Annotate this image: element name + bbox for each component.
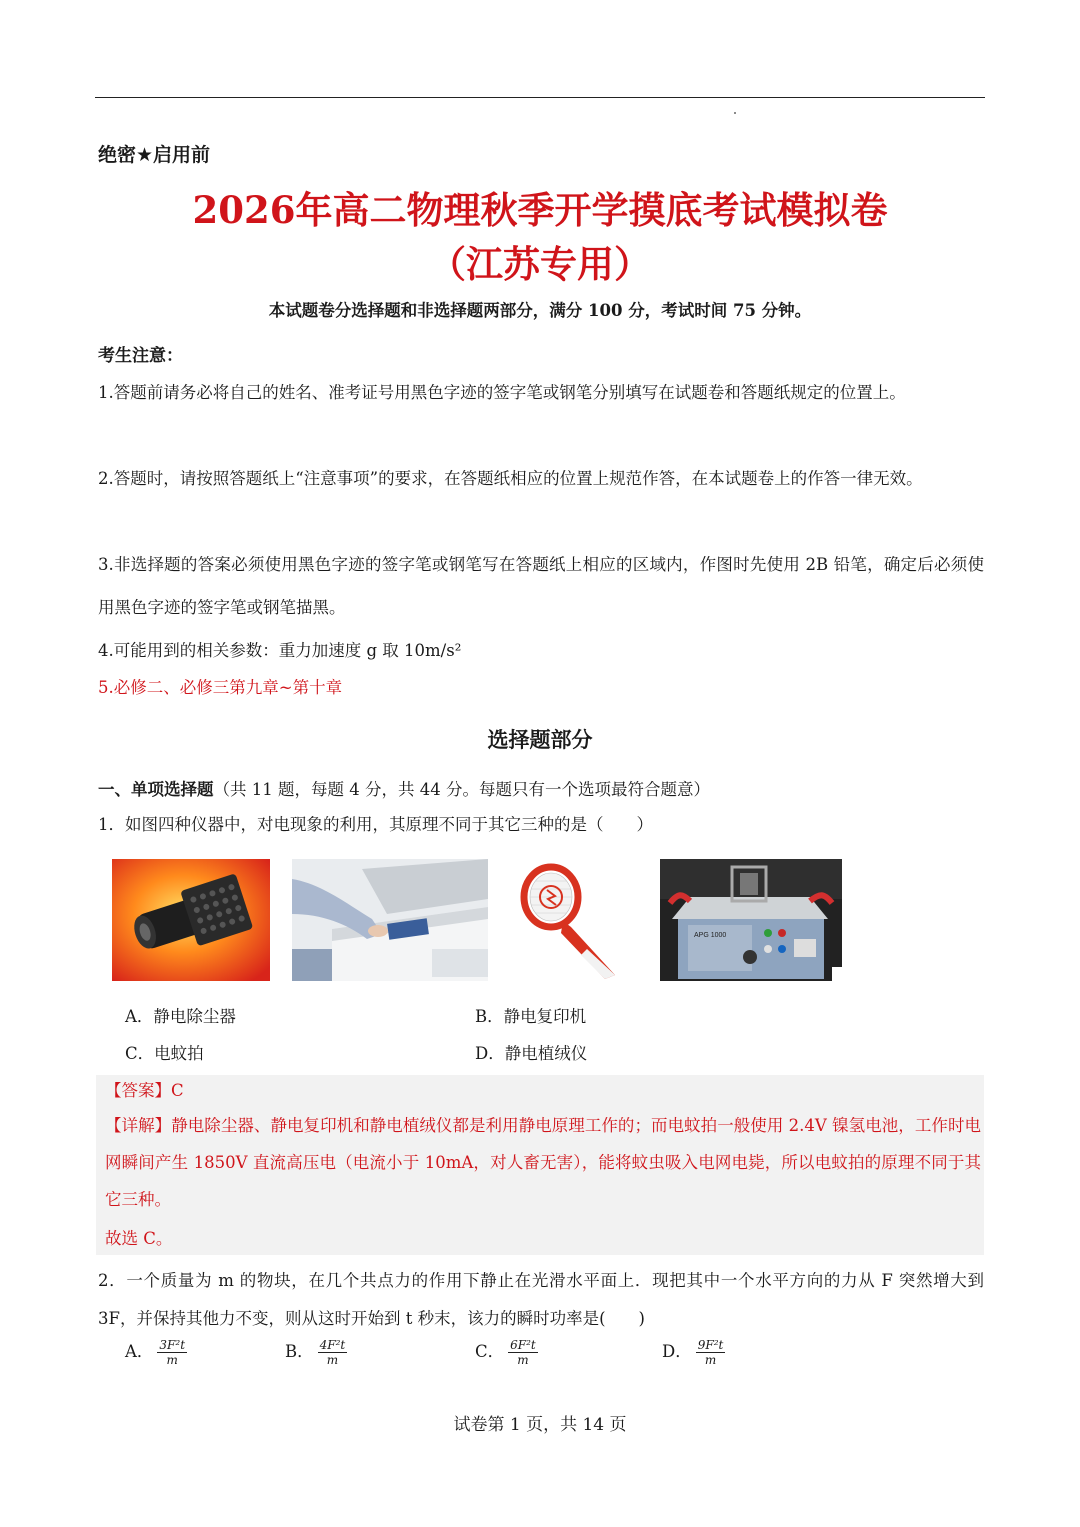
q2-option-a-numerator: 3F²t [159,1338,186,1352]
q2-option-d-fraction [696,1338,726,1367]
detail-tag: 【详解】 [105,1116,172,1135]
copier-image [292,859,488,981]
page-footer: 试卷第 1 页，共 14 页 [453,1415,627,1435]
q1-option-b: B．静电复印机 [475,1007,587,1026]
flocking-device-image [660,859,842,981]
header-rule [95,97,985,98]
q1-conclusion: 故选 C。 [105,1229,173,1248]
part-label: 一、单项选择题 [98,780,214,799]
q2-option-a [125,1338,187,1367]
q1-option-a: A．静电除尘器 [125,1007,236,1026]
detail-text: 静电除尘器、静电复印机和静电植绒仪都是利用静电原理工作的；而电蚊拍一般使用 2.4V 镍氢电池，工作时电网瞬间产生 1850V 直流高压电（电流小于 10mA，对人畜无害），能将蚊虫吸入电网电毙，所以电蚊拍的原理不同于其它三种。 [105,1116,981,1209]
q2-option-b [285,1338,347,1367]
notice-item-4: 4.可能用到的相关参数：重力加速度 g 取 10m/s² [98,641,462,660]
precipitator-image [112,859,270,981]
q2-option-b-label: B． [285,1342,314,1361]
notice-item-1: 1.答题前请务必将自己的姓名、准考证号用黑色字迹的签字笔或钢笔分别填写在试题卷和答题纸规定的位置上。 [98,383,906,402]
notice-item-5: 5.必修二、必修三第九章~第十章 [98,678,343,697]
q1-detail [105,1107,981,1218]
q2-option-a-fraction [157,1338,187,1367]
question-1-stem: 1．如图四种仪器中，对电现象的利用，其原理不同于其它三种的是（ ） [98,815,653,834]
q2-option-b-denominator: m [326,1353,339,1367]
part-description: （共 11 题，每题 4 分，共 44 分。每题只有一个选项最符合题意） [213,780,710,799]
page-subtitle: （江苏专用） [429,242,651,286]
notice-item-3: 3.非选择题的答案必须使用黑色字迹的签字笔或钢笔写在答题纸上相应的区域内，作图时先使用 2B 铅笔，确定后必须使用黑色字迹的签字笔或钢笔描黑。 [98,555,984,617]
q2-option-d [662,1338,725,1367]
exam-intro: 本试题卷分选择题和非选择题两部分，满分 100 分，考试时间 75 分钟。 [268,301,812,320]
question-2-stem: 2．一个质量为 m 的物块，在几个共点力的作用下静止在光滑水平面上．现把其中一个水平方向的力从 F 突然增大到 3F，并保持其他力不变，则从这时开始到 t 秒末，该力的瞬时功率是( ) [98,1271,984,1328]
q2-option-c-label: C． [475,1342,505,1361]
q2-option-d-label: D． [662,1342,692,1361]
section-title: 选择题部分 [487,728,593,752]
q2-option-a-denominator: m [166,1353,178,1367]
device-label: APG 1000 [694,932,727,939]
q2-option-c-denominator: m [517,1353,529,1367]
q1-option-c: C．电蚊拍 [125,1044,204,1063]
swatter-image [505,859,633,981]
notice-heading: 考生注意： [98,346,183,366]
q2-option-d-denominator: m [704,1353,717,1367]
q2-option-b-numerator: 4F²t [319,1338,346,1352]
q1-answer: 【答案】C [105,1081,184,1100]
q2-option-b-fraction [318,1338,348,1367]
secret-label: 绝密★启用前 [98,144,211,166]
q2-option-c [475,1338,538,1367]
page-title: 2026年高二物理秋季开学摸底考试模拟卷 [192,188,888,232]
q2-option-a-label: A． [125,1342,154,1361]
q2-option-c-numerator: 6F²t [510,1338,536,1352]
q1-option-d: D．静电植绒仪 [475,1044,588,1063]
notice-item-2: 2.答题时，请按照答题纸上“注意事项”的要求，在答题纸相应的位置上规范作答，在本试题卷上的作答一律无效。 [98,469,923,488]
part-heading [98,776,710,800]
stray-dot [734,112,736,114]
q2-option-d-numerator: 9F²t [697,1338,724,1352]
q2-option-c-fraction [508,1338,538,1367]
